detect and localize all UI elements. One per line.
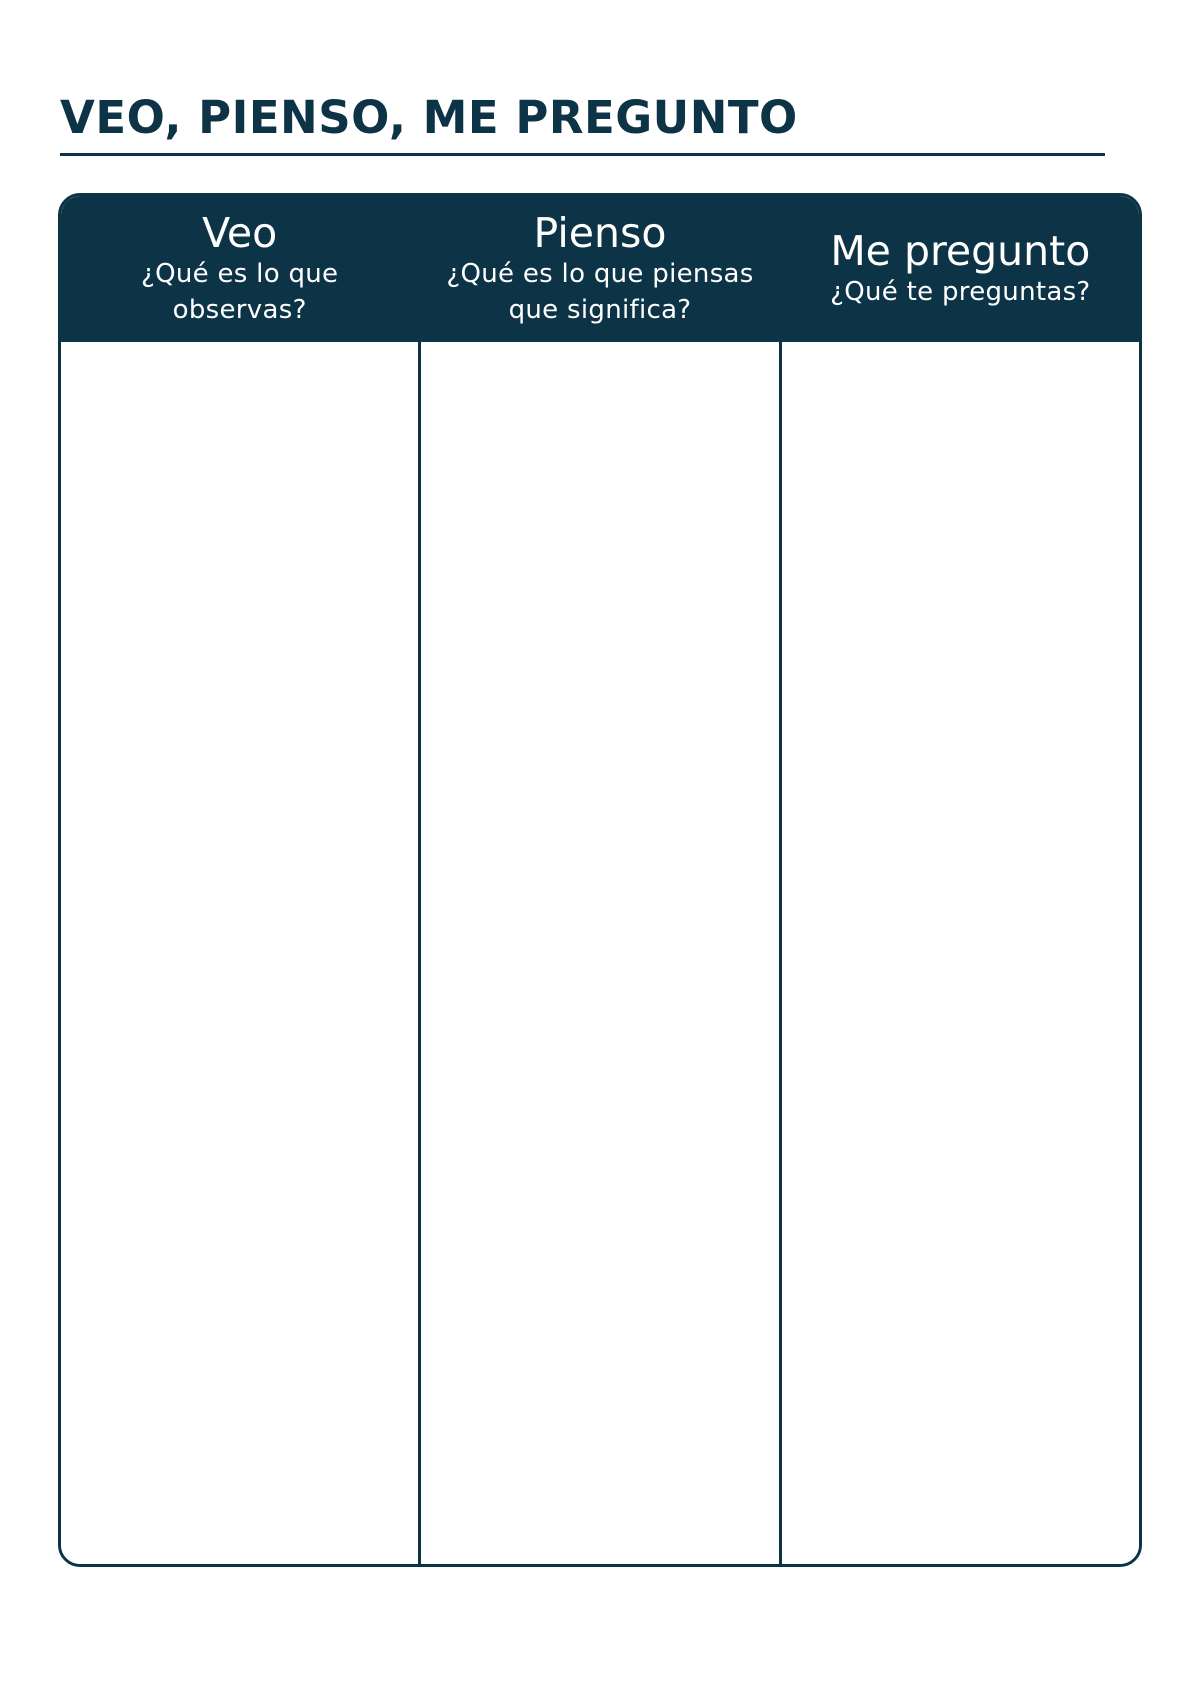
column-title-veo: Veo: [202, 209, 278, 257]
column-question-veo-line2: observas?: [172, 295, 307, 325]
page-title: VEO, PIENSO, ME PREGUNTO: [60, 91, 798, 144]
column-title-me-pregunto: Me pregunto: [830, 227, 1091, 275]
title-divider: [60, 153, 1105, 156]
column-veo: [61, 196, 421, 1564]
column-writing-area-veo[interactable]: [61, 346, 418, 1564]
column-question-veo-line1: ¿Qué es lo que: [140, 259, 339, 289]
column-header-pienso: [421, 196, 778, 346]
column-question-pienso-line2: que significa?: [508, 295, 692, 325]
column-me-pregunto: [782, 196, 1139, 1564]
column-pienso: [421, 196, 781, 1564]
column-writing-area-pienso[interactable]: [421, 346, 778, 1564]
column-header-me-pregunto: [782, 196, 1139, 346]
column-title-pienso: Pienso: [533, 209, 667, 257]
column-question-pienso-line1: ¿Qué es lo que piensas: [446, 259, 754, 289]
column-header-veo: [61, 196, 418, 346]
column-writing-area-me-pregunto[interactable]: [782, 346, 1139, 1564]
worksheet-table: [58, 193, 1142, 1567]
column-question-me-pregunto: ¿Qué te preguntas?: [830, 277, 1091, 307]
